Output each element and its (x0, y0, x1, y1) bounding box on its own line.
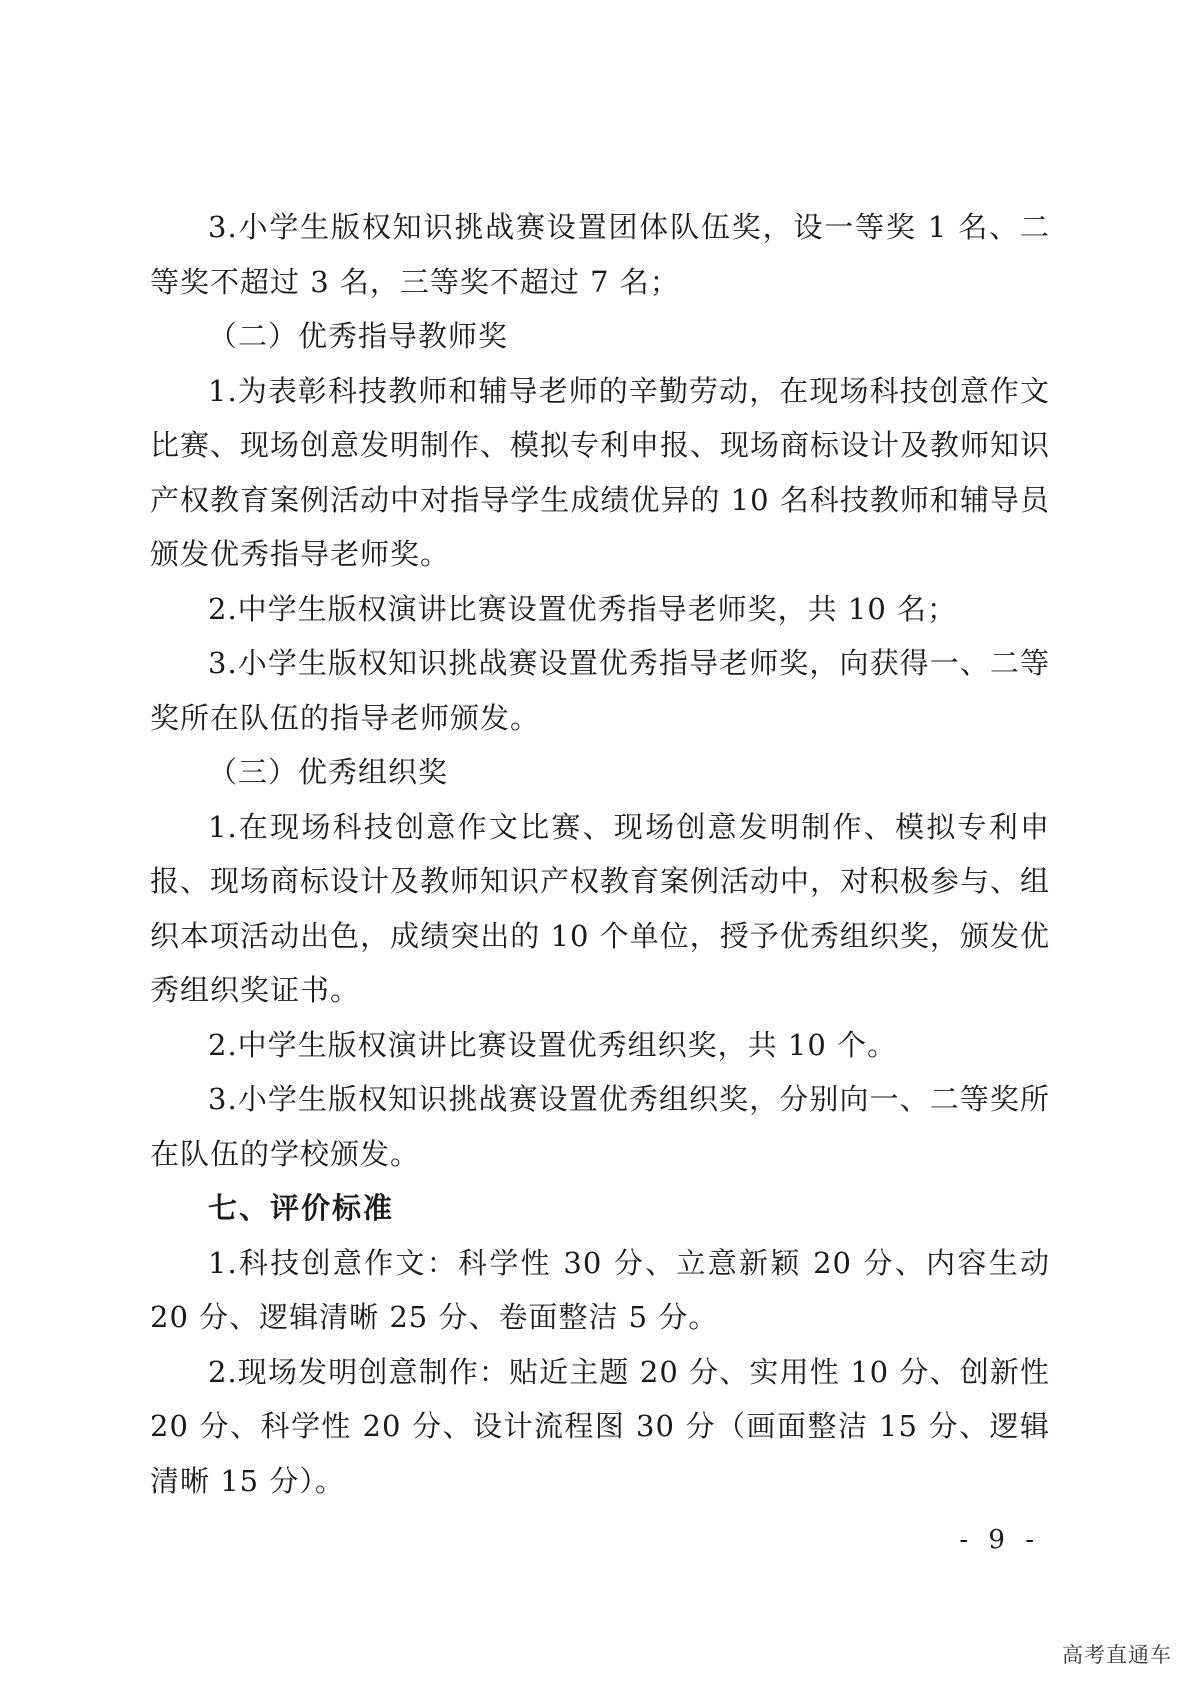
page-number: - 9 - (959, 1525, 1040, 1555)
subheading-organization-award: （三）优秀组织奖 (208, 755, 449, 789)
watermark-text: 高考直通车 (1062, 1643, 1172, 1667)
paragraph-criteria-invention: 2.现场发明创意制作：贴近主题 20 分、实用性 10 分、创新性 20 分、科学性 20 分、设计流程图 30 分（画面整洁 15 分、逻辑清晰 15 分）。 (150, 1354, 1050, 1498)
paragraph-criteria-essay: 1.科技创意作文：科学性 30 分、立意新颖 20 分、内容生动 20 分、逻辑清晰 25 分、卷面整洁 5 分。 (150, 1245, 1050, 1334)
paragraph-organization-award-1: 1.在现场科技创意作文比赛、现场创意发明制作、模拟专利申报、现场商标设计及教师知识产权教育案例活动中，对积极参与、组织本项活动出色，成绩突出的 10 个单位，授予优秀组织奖，颁发优秀组织奖证书。 (150, 809, 1051, 1007)
subheading-excellent-teacher-award: （二）优秀指导教师奖 (208, 319, 509, 353)
paragraph-teacher-award-3: 3.小学生版权知识挑战赛设置优秀指导老师奖，向获得一、二等奖所在队伍的指导老师颁发。 (150, 646, 1050, 735)
section-heading-evaluation-criteria: 七、评价标准 (208, 1191, 395, 1225)
paragraph-team-award: 3.小学生版权知识挑战赛设置团体队伍奖，设一等奖 1 名、二等奖不超过 3 名，三等奖不超过 7 名； (150, 210, 1050, 299)
paragraph-organization-award-2: 2.中学生版权演讲比赛设置优秀组织奖，共 10 个。 (208, 1027, 898, 1062)
paragraph-teacher-award-1: 1.为表彰科技教师和辅导老师的辛勤劳动，在现场科技创意作文比赛、现场创意发明制作、模拟专利申报、现场商标设计及教师知识产权教育案例活动中对指导学生成绩优异的 10 名科技教师和辅导员颁发优秀指导老师奖。 (150, 373, 1051, 571)
paragraph-organization-award-3: 3.小学生版权知识挑战赛设置优秀组织奖，分别向一、二等奖所在队伍的学校颁发。 (150, 1082, 1050, 1171)
paragraph-teacher-award-2: 2.中学生版权演讲比赛设置优秀指导老师奖，共 10 名； (208, 591, 958, 626)
document-body (150, 200, 1050, 1508)
